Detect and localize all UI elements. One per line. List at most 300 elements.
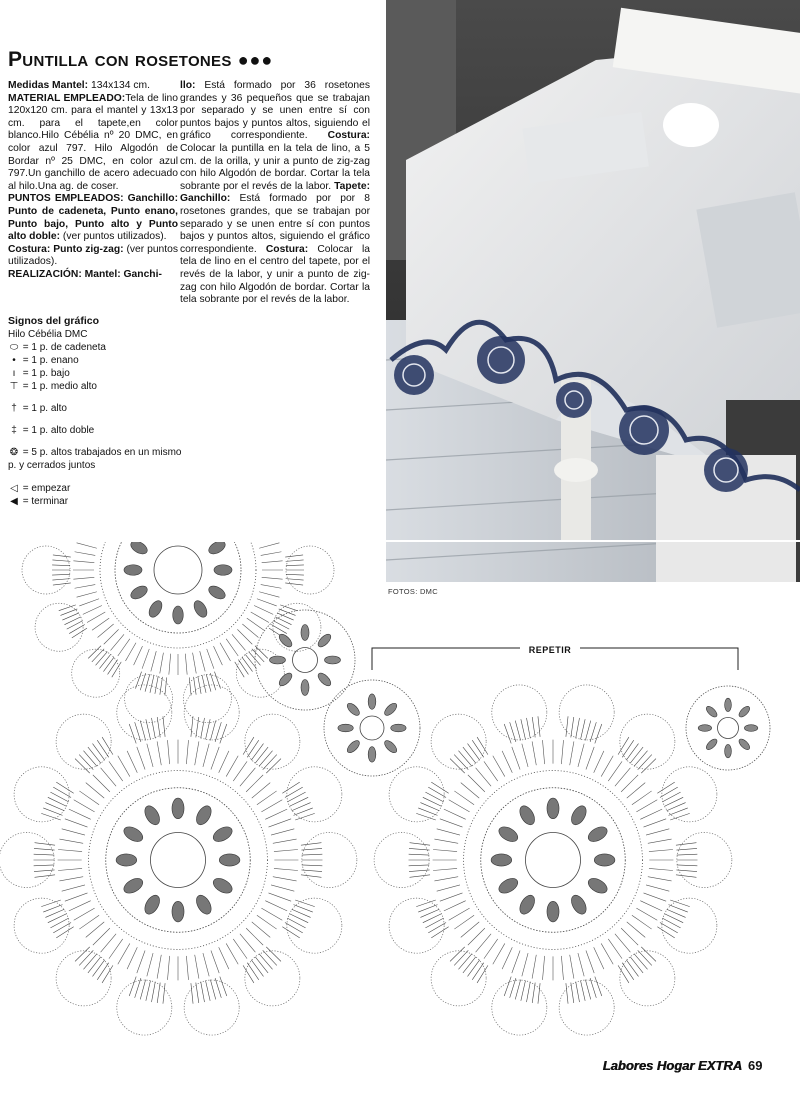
large-rosette-right-fan-stitch xyxy=(638,755,652,770)
large-rosette-right-fan-stitch xyxy=(622,740,634,757)
large-rosette-right-fan-stitch xyxy=(638,950,652,965)
large-rosette-left-stitch xyxy=(261,908,282,920)
large-rosette-right-fan-stitch xyxy=(566,983,568,1004)
large-rosette-right-scallop xyxy=(559,685,614,740)
large-rosette-top-stitch xyxy=(73,577,94,579)
large-rosette-top-stitch xyxy=(160,653,164,674)
large-rosette-right-petal xyxy=(517,893,538,917)
large-rosette-top-stitch xyxy=(77,543,97,548)
large-rosette-right-fan-stitch xyxy=(676,870,697,872)
large-rosette-right-stitch xyxy=(434,839,458,843)
large-rosette-right-stitch xyxy=(437,829,460,835)
large-rosette-top-fan-stitch xyxy=(135,672,141,689)
large-rosette-left-stitch xyxy=(273,839,297,843)
large-rosette-left-fan-stitch xyxy=(302,865,323,866)
large-rosette-right-fan-stitch xyxy=(409,848,430,850)
large-rosette-right-stitch xyxy=(484,761,498,781)
large-rosette-top-fan-stitch xyxy=(198,676,201,694)
small-rosette-c-center xyxy=(718,718,739,739)
large-rosette-right-fan-stitch xyxy=(571,983,574,1003)
large-rosette-right-fan-stitch xyxy=(581,981,586,1001)
instructions-column-1 xyxy=(8,80,178,282)
large-rosette-right-petal xyxy=(586,824,610,845)
large-rosette-top-fan-stitch xyxy=(189,677,191,695)
large-rosette-left-stitch xyxy=(65,893,88,901)
large-rosette-left-fan-stitch xyxy=(97,740,109,757)
large-rosette-left-fan-stitch xyxy=(75,759,90,773)
large-rosette-top-fan-stitch xyxy=(112,662,121,677)
large-rosette-top-fan-stitch xyxy=(52,565,70,566)
large-rosette-top-stitch xyxy=(151,651,156,671)
small-rosette-a-petal xyxy=(270,656,286,664)
legend-text: = 1 p. alto doble xyxy=(20,425,95,436)
large-rosette-left-stitch xyxy=(274,850,298,852)
large-rosette-left-fan-stitch xyxy=(301,843,321,845)
large-rosette-left-stitch xyxy=(168,956,170,980)
large-rosette-left-fan-stitch xyxy=(301,875,321,877)
large-rosette-top-scallop xyxy=(183,675,231,723)
large-rosette-top-fan-stitch xyxy=(96,652,108,666)
large-rosette-right-fan-stitch xyxy=(660,922,678,932)
large-rosette-right-fan-stitch xyxy=(585,721,590,741)
small-rosette-c-petal xyxy=(725,744,732,757)
small-rosette-b-petal xyxy=(391,724,406,732)
large-rosette-top-stitch xyxy=(261,552,282,556)
large-rosette-left-fan-stitch xyxy=(34,865,55,866)
large-rosette-right-fan-stitch xyxy=(410,875,430,877)
paragraph-heading: MATERIAL EMPLEADO: xyxy=(8,92,126,104)
large-rosette-right-stitch xyxy=(601,943,613,964)
large-rosette-top-stitch xyxy=(134,646,143,665)
large-rosette-left-fan-stitch xyxy=(35,875,55,877)
large-rosette-left-stitch xyxy=(137,747,145,770)
large-rosette-top-stitch xyxy=(83,605,102,614)
large-rosette-left-stitch xyxy=(157,955,161,979)
large-rosette-left-center xyxy=(150,832,205,887)
large-rosette-right-fan-stitch xyxy=(662,918,680,928)
large-rosette-left-stitch xyxy=(211,747,219,770)
large-rosette-right-petal xyxy=(496,875,520,896)
large-rosette-left-fan-stitch xyxy=(88,747,101,763)
large-rosette-right-stitch xyxy=(440,893,463,901)
large-rosette-top-fan-stitch xyxy=(286,565,304,566)
legend-item xyxy=(8,341,188,354)
large-rosette-right-stitch xyxy=(621,928,638,945)
large-rosette-left-petal xyxy=(121,824,145,845)
small-rosette-a-petal xyxy=(325,656,341,664)
large-rosette-top-stitch xyxy=(193,653,197,674)
large-rosette-right-fan-stitch xyxy=(477,737,488,755)
large-rosette-left-fan-stitch xyxy=(35,843,55,845)
large-rosette-right-stitch xyxy=(512,747,520,770)
repeat-label: REPETIR xyxy=(520,645,580,655)
large-rosette-left-fan-stitch xyxy=(259,954,273,970)
photo-credit: FOTOS: DMC xyxy=(388,587,438,596)
large-rosette-left-stitch xyxy=(195,741,199,765)
large-rosette-left-stitch xyxy=(86,783,104,798)
large-rosette-top-fan-stitch xyxy=(238,660,248,675)
large-rosette-left-fan-stitch xyxy=(201,982,205,1002)
large-rosette-left-stitch xyxy=(109,761,123,781)
legend-text: = 1 p. bajo xyxy=(20,368,70,379)
legend-item xyxy=(8,402,188,415)
large-rosette-top-stitch xyxy=(92,618,109,630)
large-rosette-left-fan-stitch xyxy=(79,950,93,965)
large-rosette-left-fan-stitch xyxy=(152,982,156,1002)
large-rosette-right-stitch xyxy=(578,744,584,767)
large-rosette-left-fan-stitch xyxy=(75,947,90,961)
large-rosette-top-fan-stitch xyxy=(285,555,303,557)
large-rosette-left-fan-stitch xyxy=(140,980,145,1000)
large-rosette-top-stitch xyxy=(237,629,252,644)
legend-text: = 1 p. medio alto xyxy=(20,381,97,392)
large-rosette-right-fan-stitch xyxy=(566,716,568,737)
large-rosette-top-petal xyxy=(191,599,209,620)
large-rosette-left-fan-stitch xyxy=(102,737,113,755)
large-rosette-left-stitch xyxy=(203,953,209,976)
large-rosette-left-stitch xyxy=(118,756,130,777)
large-rosette-left-fan-stitch xyxy=(263,950,277,965)
large-rosette-top-fan-stitch xyxy=(53,583,71,585)
large-rosette-right-fan-stitch xyxy=(504,977,511,996)
large-rosette-left-stitch xyxy=(271,829,294,835)
large-rosette-right-fan-stitch xyxy=(468,744,480,761)
legend-item xyxy=(8,380,188,393)
large-rosette-left-stitch xyxy=(226,756,238,777)
legend-text: = 5 p. altos trabajados en un mismo p. y cerrados juntos xyxy=(8,447,182,471)
large-rosette-left-stitch xyxy=(203,744,209,767)
large-rosette-top-stitch xyxy=(169,654,171,675)
large-rosette-right-fan-stitch xyxy=(450,759,465,773)
large-rosette-left-stitch xyxy=(240,934,255,952)
large-rosette-left-petal xyxy=(121,875,145,896)
large-rosette-right-stitch xyxy=(644,893,667,901)
large-rosette-left-petal xyxy=(211,824,235,845)
large-rosette-left-fan-stitch xyxy=(196,717,199,737)
page-number: 69 xyxy=(748,1058,763,1073)
large-rosette-left-fan-stitch xyxy=(93,744,105,761)
large-rosette-right-fan-stitch xyxy=(571,717,574,737)
large-rosette-top-fan-stitch xyxy=(206,674,211,691)
large-rosette-left-stitch xyxy=(69,901,91,911)
small-rosette-c-petal xyxy=(705,705,719,719)
large-rosette-right-petal xyxy=(568,893,589,917)
large-rosette-top-stitch xyxy=(118,639,130,656)
large-rosette-right-stitch xyxy=(476,768,491,786)
large-rosette-left-petal xyxy=(193,803,214,827)
large-rosette-left-stitch xyxy=(226,943,238,964)
large-rosette-right-fan-stitch xyxy=(626,744,638,761)
large-rosette-right-petal xyxy=(547,798,559,819)
paragraph xyxy=(8,244,178,268)
large-rosette-top-fan-stitch xyxy=(108,660,118,675)
large-rosette-left-fan-stitch xyxy=(210,721,215,741)
large-rosette-right-stitch xyxy=(454,791,474,805)
large-rosette-right-fan-stitch xyxy=(585,980,590,1000)
large-rosette-right-stitch xyxy=(640,809,662,819)
large-rosette-right-stitch xyxy=(522,953,528,976)
large-rosette-right-stitch xyxy=(434,877,458,881)
large-rosette-top-stitch xyxy=(226,639,238,656)
large-rosette-top-fan-stitch xyxy=(145,674,150,691)
large-rosette-top-petal xyxy=(207,583,228,601)
large-rosette-top-scallop xyxy=(72,649,120,697)
large-rosette-right-stitch xyxy=(646,829,669,835)
large-rosette-right-stitch xyxy=(468,775,485,792)
large-rosette-left-petal xyxy=(142,803,163,827)
large-rosette-left-fan-stitch xyxy=(266,759,281,773)
large-rosette-top-stitch xyxy=(262,561,283,563)
legend-item xyxy=(8,367,188,380)
large-rosette-top-fan-stitch xyxy=(285,583,303,585)
legend-item xyxy=(8,354,188,367)
large-rosette-right-fan-stitch xyxy=(581,719,586,739)
large-rosette-right-stitch xyxy=(532,741,536,765)
large-rosette-right-fan-stitch xyxy=(630,747,643,763)
legend-item xyxy=(8,495,188,508)
large-rosette-left-fan-stitch xyxy=(88,957,101,973)
large-rosette-right-petal xyxy=(517,803,538,827)
large-rosette-right-scallop xyxy=(431,714,486,769)
large-rosette-right-stitch xyxy=(586,951,594,974)
large-rosette-left-stitch xyxy=(86,922,104,937)
large-rosette-left-scallop xyxy=(245,951,300,1006)
large-rosette-right-petal xyxy=(586,875,610,896)
large-rosette-right-stitch xyxy=(449,800,470,812)
large-rosette-right-fan-stitch xyxy=(576,982,580,1002)
large-rosette-left-fan-stitch xyxy=(191,983,193,1004)
large-rosette-right-fan-stitch xyxy=(641,947,656,961)
legend-item xyxy=(8,446,188,472)
small-rosette-b-petal xyxy=(368,747,376,762)
large-rosette-right-stitch xyxy=(476,934,491,952)
large-rosette-left-fan-stitch xyxy=(251,744,263,761)
legend-symbol-icon: ❂ xyxy=(9,447,19,458)
instructions-column-2 xyxy=(180,80,370,307)
large-rosette-left-fan-stitch xyxy=(266,947,281,961)
large-rosette-left-stitch xyxy=(186,740,188,764)
large-rosette-left-stitch xyxy=(127,947,137,969)
large-rosette-right-fan-stitch xyxy=(626,960,638,977)
large-rosette-top-stitch xyxy=(261,585,282,589)
large-rosette-top-fan-stitch xyxy=(99,654,110,668)
large-rosette-left-scallop xyxy=(56,951,111,1006)
large-rosette-left-petal xyxy=(172,798,184,819)
large-rosette-top-petal xyxy=(129,540,150,557)
page-title xyxy=(8,48,378,72)
large-rosette-left-fan-stitch xyxy=(302,854,323,855)
large-rosette-left-stitch xyxy=(147,953,153,976)
large-rosette-left-stitch xyxy=(265,809,287,819)
paragraph-text: Está formado por por 8 rosetones grandes, que se trabajan por separado y se unen entre sí con puntos bajos y puntos altos, siguiendo el gráfico correspondiente. xyxy=(180,193,370,255)
large-rosette-right-stitch xyxy=(493,943,505,964)
large-rosette-right-stitch xyxy=(543,956,545,980)
large-rosette-right-stitch xyxy=(615,934,630,952)
large-rosette-right-fan-stitch xyxy=(431,782,448,793)
title-dots: ●●● xyxy=(237,50,274,70)
large-rosette-right-fan-stitch xyxy=(458,751,472,767)
large-rosette-right-stitch xyxy=(570,955,574,979)
large-rosette-right-fan-stitch xyxy=(641,759,656,773)
small-rosette-b-center xyxy=(360,716,384,740)
large-rosette-top-petal xyxy=(146,599,164,620)
large-rosette-right-fan-stitch xyxy=(595,724,602,743)
large-rosette-right-stitch xyxy=(644,819,667,827)
large-rosette-left-petal xyxy=(116,854,137,866)
large-rosette-right-fan-stitch xyxy=(521,981,526,1001)
large-rosette-left-fan-stitch xyxy=(50,792,68,802)
legend-items xyxy=(8,341,188,508)
large-rosette-left-stitch xyxy=(62,885,85,891)
large-rosette-left-stitch xyxy=(157,741,161,765)
large-rosette-left-stitch xyxy=(233,939,247,959)
large-rosette-right-fan-stitch xyxy=(425,918,443,928)
large-rosette-left-stitch xyxy=(79,915,99,929)
large-rosette-left-fan-stitch xyxy=(129,724,136,743)
large-rosette-left-fan-stitch xyxy=(259,751,273,767)
large-rosette-left-fan-stitch xyxy=(56,927,73,938)
legend-text: = terminar xyxy=(20,496,69,507)
large-rosette-left-petal xyxy=(142,893,163,917)
large-rosette-top-fan-stitch xyxy=(286,574,304,575)
large-rosette-right-fan-stitch xyxy=(618,737,629,755)
large-rosette-right-stitch xyxy=(433,868,457,870)
legend-symbol-icon: • xyxy=(12,355,16,366)
large-rosette-right-stitch xyxy=(561,956,563,980)
large-rosette-left-scallop xyxy=(184,980,239,1035)
large-rosette-right-fan-stitch xyxy=(472,963,484,980)
large-rosette-left-scallop xyxy=(56,714,111,769)
large-rosette-left-stitch xyxy=(274,868,298,870)
large-rosette-right-stitch xyxy=(522,744,528,767)
large-rosette-left-stitch xyxy=(58,868,82,870)
large-rosette-left-fan-stitch xyxy=(102,965,113,983)
small-rosette-a-petal xyxy=(301,680,309,696)
large-rosette-left-fan-stitch xyxy=(251,960,263,977)
large-rosette-left-fan-stitch xyxy=(146,981,151,1001)
large-rosette-left-stitch xyxy=(62,829,85,835)
large-rosette-top-fan-stitch xyxy=(160,677,163,695)
large-rosette-right-fan-stitch xyxy=(515,721,520,741)
large-rosette-left-fan-stitch xyxy=(282,782,299,793)
large-rosette-left-stitch xyxy=(69,809,91,819)
large-rosette-left-fan-stitch xyxy=(285,922,303,932)
large-rosette-right-stitch xyxy=(608,939,622,959)
large-rosette-left-stitch xyxy=(65,819,88,827)
legend-text: = empezar xyxy=(20,483,71,494)
large-rosette-right-scallop xyxy=(431,951,486,1006)
large-rosette-right-stitch xyxy=(648,877,672,881)
paragraph-heading: REALIZACIÓN: Mantel: Ganchi- xyxy=(8,268,162,280)
legend-symbol-icon: ◁ xyxy=(10,483,18,494)
large-rosette-right-scallop xyxy=(492,685,547,740)
large-rosette-top-fan-stitch xyxy=(103,657,114,672)
large-rosette-right-petal xyxy=(594,854,615,866)
large-rosette-right-petal xyxy=(496,824,520,845)
large-rosette-left-fan-stitch xyxy=(247,740,259,757)
large-rosette-right-fan-stitch xyxy=(677,854,698,855)
large-rosette-left-fan-stitch xyxy=(152,718,156,738)
large-rosette-left-scallop xyxy=(117,685,172,740)
large-rosette-right-fan-stitch xyxy=(657,927,674,938)
large-rosette-left-stitch xyxy=(211,951,219,974)
paragraph xyxy=(8,80,150,91)
small-rosette-b-petal xyxy=(383,739,399,755)
large-rosette-right-stitch xyxy=(461,783,479,798)
large-rosette-left-fan-stitch xyxy=(53,787,71,797)
large-rosette-right-fan-stitch xyxy=(676,875,696,877)
large-rosette-top-petal xyxy=(124,565,142,576)
large-rosette-top-stitch xyxy=(142,649,149,669)
large-rosette-right-stitch xyxy=(444,901,466,911)
large-rosette-right-fan-stitch xyxy=(463,747,476,763)
large-rosette-right-fan-stitch xyxy=(454,950,468,965)
large-rosette-top-stitch xyxy=(259,592,279,597)
paragraph xyxy=(8,193,178,242)
small-rosette-c-petal xyxy=(725,698,732,711)
large-rosette-top-petal xyxy=(214,565,232,576)
large-rosette-left-petal xyxy=(211,875,235,896)
large-rosette-top-stitch xyxy=(98,624,114,637)
large-rosette-left-fan-stitch xyxy=(34,854,55,855)
large-rosette-right-petal xyxy=(568,803,589,827)
large-rosette-right-stitch xyxy=(627,922,645,937)
crochet-chart xyxy=(0,540,800,1060)
large-rosette-right-stitch xyxy=(561,740,563,764)
large-rosette-left-scallop xyxy=(184,685,239,740)
large-rosette-top-stitch xyxy=(79,599,99,606)
large-rosette-right-stitch xyxy=(444,809,466,819)
large-rosette-left-stitch xyxy=(147,744,153,767)
crochet-chart-diagram xyxy=(0,540,800,1060)
large-rosette-left-fan-stitch xyxy=(220,724,227,743)
small-rosette-b-petal xyxy=(368,694,376,709)
large-rosette-right-stitch xyxy=(532,955,536,979)
large-rosette-left-scallop xyxy=(117,980,172,1035)
large-rosette-right-stitch xyxy=(586,747,594,770)
large-rosette-top-stitch xyxy=(77,592,97,597)
large-rosette-top-stitch xyxy=(251,612,269,623)
large-rosette-right-fan-stitch xyxy=(521,719,526,739)
large-rosette-left-stitch xyxy=(269,819,292,827)
large-rosette-left-petal xyxy=(172,901,184,922)
legend-symbol-icon: ‡ xyxy=(11,425,17,436)
paragraph-text: Está formado por 36 rosetones grandes y 36 pequeños que se trabajan por separado y se unen entre sí con puntos bajos y puntos altos, siguiendo el gráfico correspondiente. xyxy=(180,80,370,142)
large-rosette-right-fan-stitch xyxy=(660,787,678,797)
large-rosette-top-fan-stitch xyxy=(165,677,167,695)
paragraph-heading: Costura: xyxy=(265,243,309,255)
large-rosette-left-fan-stitch xyxy=(282,927,299,938)
large-rosette-left-fan-stitch xyxy=(146,719,151,739)
paragraph-heading: Tapete: Ganchillo: xyxy=(180,180,370,205)
large-rosette-right-fan-stitch xyxy=(634,751,648,767)
large-rosette-right-petal xyxy=(491,854,512,866)
paragraph-text: Colocar la tela de lino en el centro del tapete, por el revés de la labor, y unir a punto de zig-zag con hilo Algodón de bordar. Cortar la tela sobrante por el revés de la labor. xyxy=(180,243,370,306)
large-rosette-right-stitch xyxy=(484,939,498,959)
large-rosette-right-stitch xyxy=(468,928,485,945)
large-rosette-top-stitch xyxy=(220,643,231,661)
small-rosette-b-petal xyxy=(338,724,353,732)
paragraph-heading: Costura: Punto zig-zag: xyxy=(8,243,124,255)
large-rosette-right-stitch xyxy=(493,756,505,777)
large-rosette-left-fan-stitch xyxy=(287,792,305,802)
large-rosette-right-fan-stitch xyxy=(477,965,488,983)
large-rosette-right-stitch xyxy=(648,839,672,843)
large-rosette-left-fan-stitch xyxy=(163,983,165,1004)
paragraph xyxy=(8,269,162,280)
large-rosette-left-stitch xyxy=(74,800,95,812)
large-rosette-left-stitch xyxy=(93,928,110,945)
